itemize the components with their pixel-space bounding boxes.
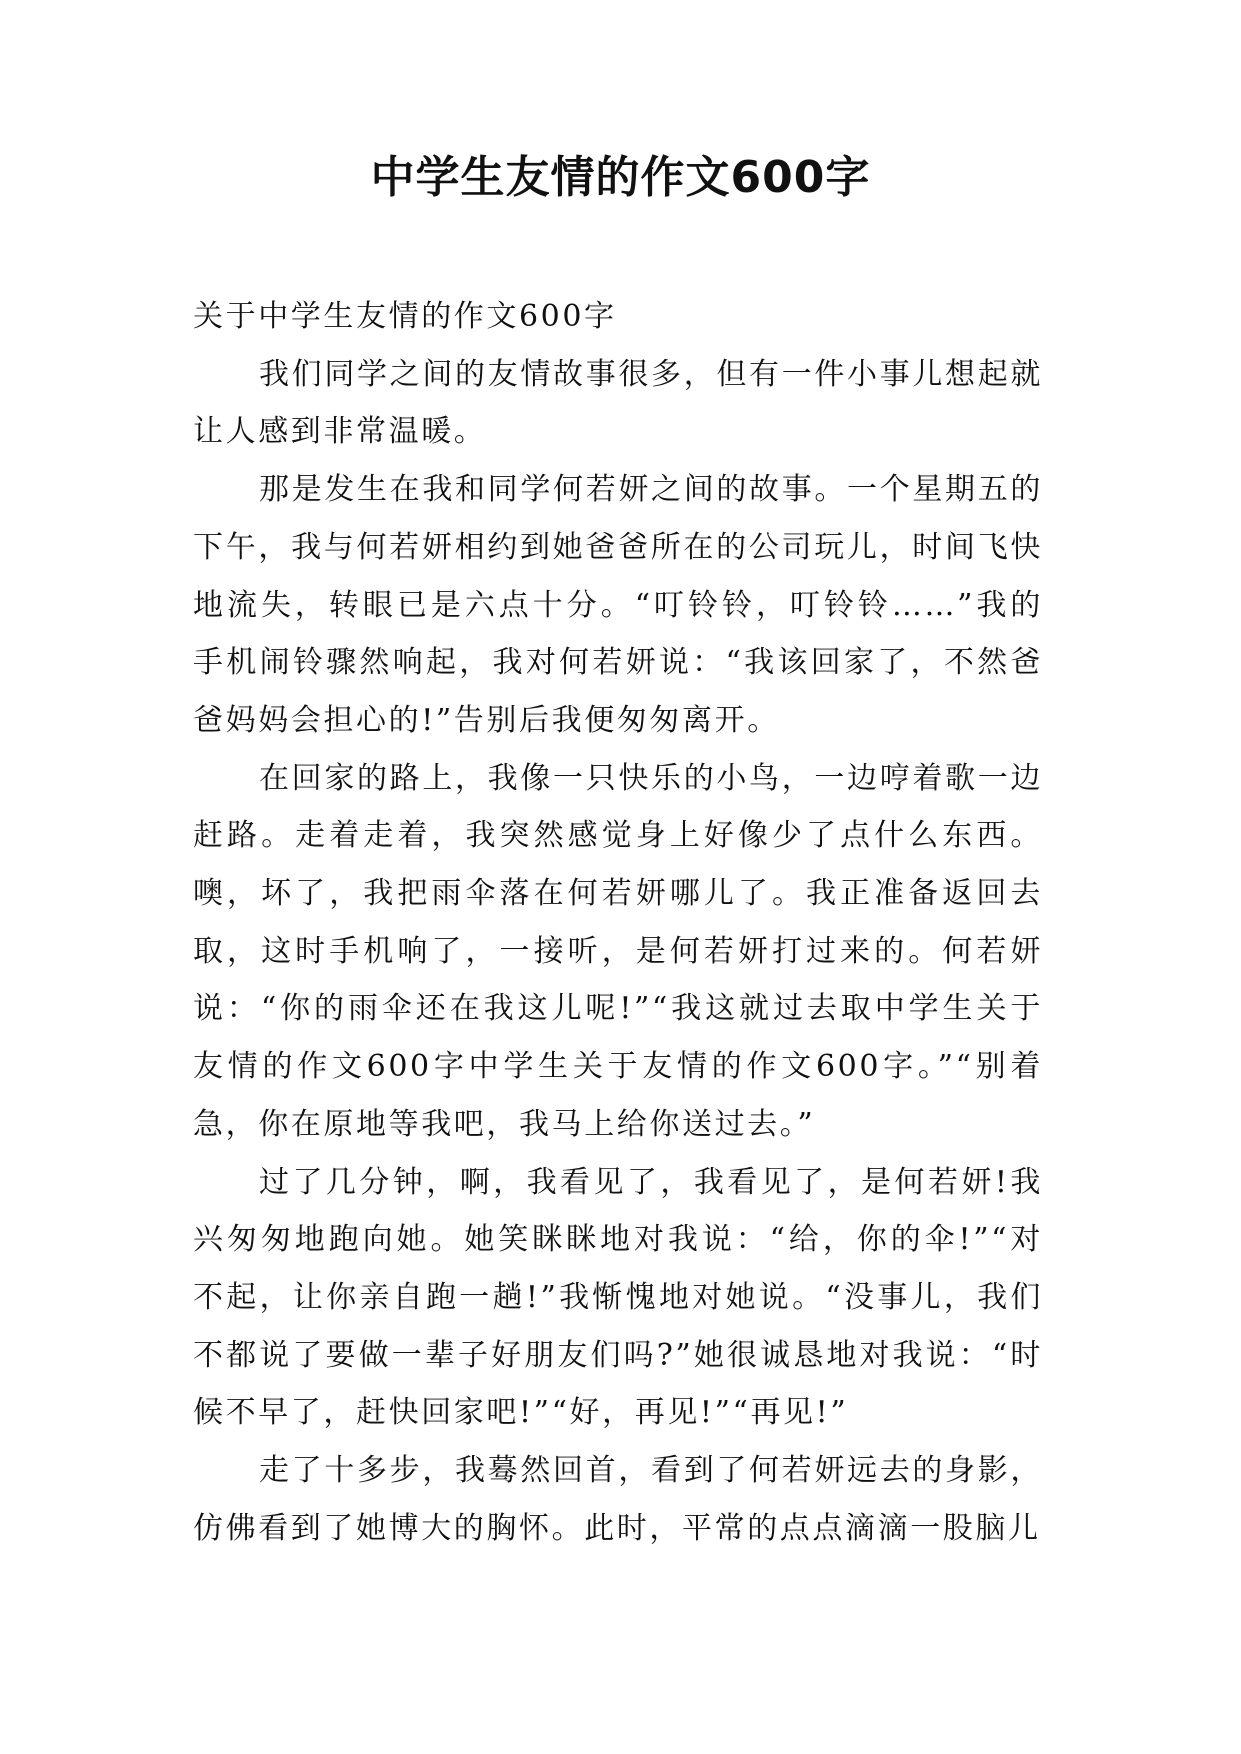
document-body [193, 288, 1043, 1557]
subtitle-line: 关于中学生友情的作文600字 [193, 299, 617, 334]
paragraph-2: 那是发生在我和同学何若妍之间的故事。一个星期五的下午，我与何若妍相约到她爸爸所在的公司玩儿，时间飞快地流失，转眼已是六点十分。“叮铃铃，叮铃铃……”我的手机闹铃骤然响起，我对何若妍说：“我该回家了，不然爸爸妈妈会担心的!”告别后我便匆匆离开。 [193, 472, 1043, 738]
paragraph-1: 我们同学之间的友情故事很多，但有一件小事儿想起就让人感到非常温暖。 [193, 356, 1043, 450]
paragraph-5: 走了十多步，我蓦然回首，看到了何若妍远去的身影，仿佛看到了她博大的胸怀。此时，平常的点点滴滴一股脑儿 [193, 1453, 1043, 1546]
paragraph-3: 在回家的路上，我像一只快乐的小鸟，一边哼着歌一边赶路。走着走着，我突然感觉身上好像少了点什么东西。噢，坏了，我把雨伞落在何若妍哪儿了。我正准备返回去取，这时手机响了，一接听，是何若妍打过来的。何若妍说：“你的雨伞还在我这儿呢!”“我这就过去取中学生关于友情的作文600字中学生关于友情的作文600字。”“别着急，你在原地等我吧，我马上给你送过去。” [193, 760, 1043, 1142]
document-title: 中学生友情的作文600字 [370, 152, 871, 203]
paragraph-4: 过了几分钟，啊，我看见了，我看见了，是何若妍!我兴匆匆地跑向她。她笑眯眯地对我说：“给，你的伞!”“对不起，让你亲自跑一趟!”我惭愧地对她说。“没事儿，我们不都说了要做一辈子好朋友们吗?”她很诚恳地对我说：“时候不早了，赶快回家吧!”“好，再见!”“再见!” [193, 1164, 1043, 1431]
